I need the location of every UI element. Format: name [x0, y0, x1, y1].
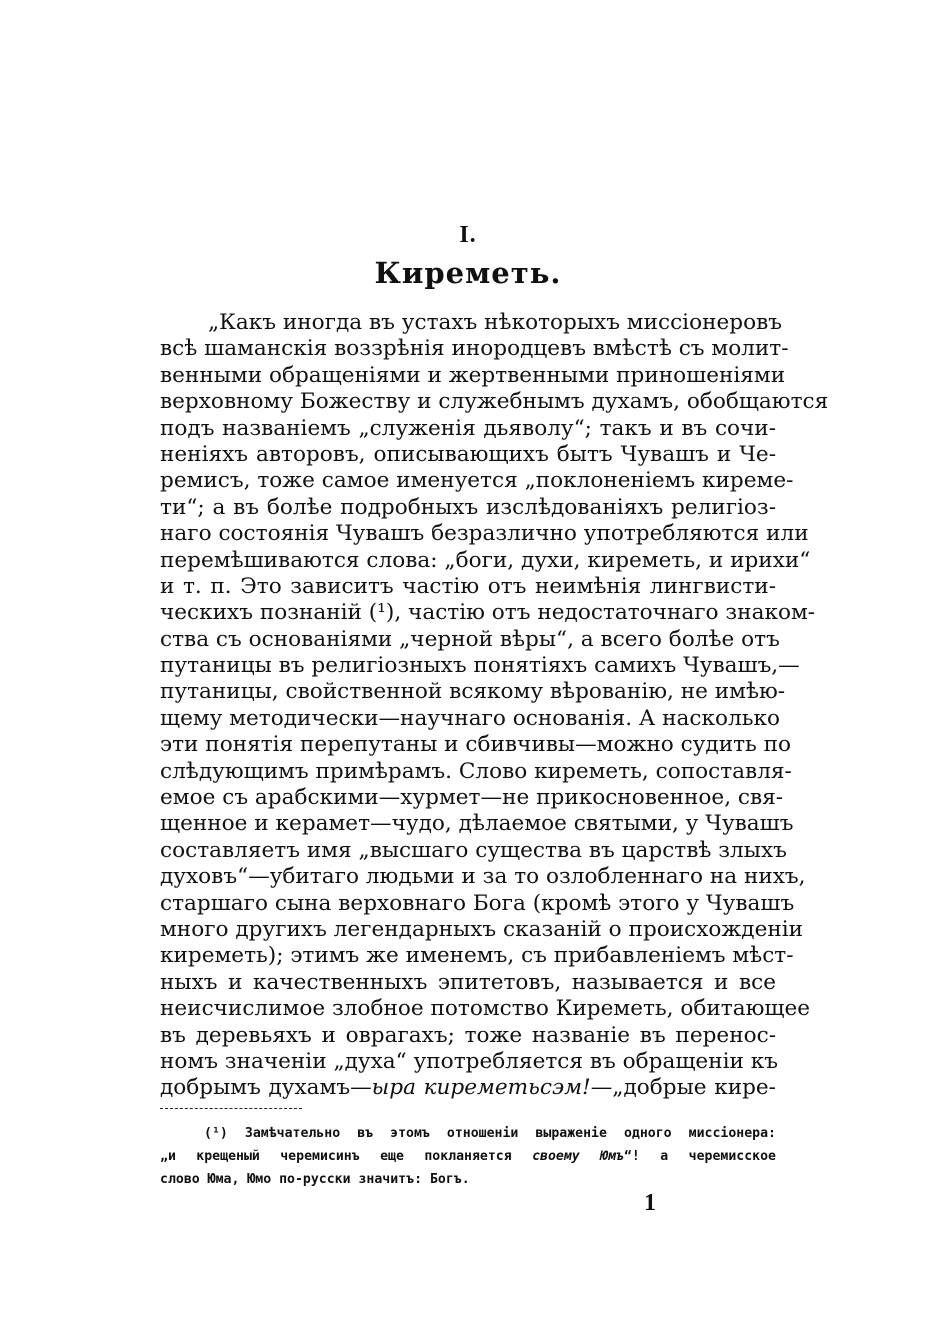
text-line: неисчислимое злобное потомство Киреметь, обитающее: [160, 996, 811, 1022]
text-line: „Какъ иногда въ устахъ нѣкоторыхъ миссіонеровъ: [208, 310, 782, 335]
footnote-line: [160, 1145, 776, 1168]
text-line: всѣ шаманскія воззрѣнія инородцевъ вмѣстѣ съ молит-: [160, 336, 789, 362]
text-line: емое съ арабскими—хурмет—не прикосновенное, свя-: [160, 785, 784, 811]
text-line: киреметь); этимъ же именемъ, съ прибавленіемъ мѣст-: [160, 943, 794, 969]
text-line: венными обращеніями и жертвенными приношеніями: [160, 362, 786, 388]
text-line: и т. п. Это зависитъ частію отъ неимѣнія лингвисти-: [160, 573, 776, 599]
text-line: номъ значеніи „духа“ употребляется въ обращеніи къ: [160, 1048, 778, 1074]
footnote-italic: своему Юмъ: [532, 1149, 624, 1164]
text-line: ныхъ и качественныхъ эпитетовъ, называется и все: [160, 969, 776, 995]
text-line: составляетъ имя „высшаго существа въ царствѣ злыхъ: [160, 837, 787, 863]
text-line: щенное и керамет—чудо, дѣлаемое святыми, у Чувашъ: [160, 811, 794, 837]
footnote-segment: “! а черемисское: [623, 1149, 776, 1164]
text-line: въ деревьяхъ и оврагахъ; тоже названіе въ перенос-: [160, 1022, 776, 1048]
text-line: старшаго сына верховнаго Бога (кромѣ этого у Чувашъ: [160, 890, 795, 916]
text-line: подъ названіемъ „служенія дьяволу“; такъ и въ сочи-: [160, 415, 776, 441]
text-line: ческихъ познаній (¹), частію отъ недостаточнаго знаком-: [160, 600, 816, 626]
text-line: перемѣшиваются слова: „боги, духи, киреметь, и ирихи“: [160, 547, 811, 573]
footnote-divider: [160, 1108, 302, 1109]
text-line: щему методически—научнаго основанія. А насколько: [160, 705, 780, 731]
text-line-last: [160, 1075, 776, 1101]
text-line: наго состоянія Чувашъ безразлично употребляются или: [160, 521, 809, 547]
chapter-title: Киреметь.: [374, 256, 562, 290]
text-line: неніяхъ авторовъ, описывающихъ бытъ Чувашъ и Че-: [160, 441, 776, 467]
italic-phrase: ыра киреметьсэм!: [371, 1075, 591, 1101]
text-segment: —„добрые кире-: [590, 1075, 776, 1101]
text-line: духовъ“—убитаго людьми и за то озлобленнаго на нихъ,: [160, 864, 806, 890]
text-line: верховному Божеству и служебнымъ духамъ, обобщаются: [160, 389, 829, 415]
text-segment: добрымъ духамъ—: [160, 1075, 372, 1101]
text-line: ти“; а въ болѣе подробныхъ изслѣдованіяхъ религіоз-: [160, 494, 776, 520]
text-line: много другихъ легендарныхъ сказаній о происхожденіи: [160, 916, 804, 942]
footnote-line: слово Юма, Юмо по-русски значитъ: Богъ.: [160, 1172, 470, 1187]
text-line: путаницы въ религіозныхъ понятіяхъ самихъ Чувашъ,—: [160, 653, 800, 679]
footnote: [160, 1122, 776, 1191]
footnote-segment: „и крещеный черемисинъ еще покланяется: [160, 1149, 533, 1164]
text-line: ства съ основаніями „черной вѣры“, а всего болѣе отъ: [160, 626, 780, 652]
text-line: ремисъ, тоже самое именуется „поклоненіемъ киреме-: [160, 468, 794, 494]
chapter-number: I.: [459, 222, 477, 248]
text-line: слѣдующимъ примѣрамъ. Слово киреметь, сопоставля-: [160, 758, 792, 784]
text-line: путаницы, свойственной всякому вѣрованію, не имѣю-: [160, 679, 786, 705]
footnote-line: (¹) Замѣчательно въ этомъ отношеніи выраженіе одного миссіонера:: [204, 1126, 776, 1141]
page-number: 1: [644, 1190, 656, 1216]
main-paragraph: [160, 310, 829, 1102]
text-line: эти понятія перепутаны и сбивчивы—можно судить по: [160, 732, 792, 758]
